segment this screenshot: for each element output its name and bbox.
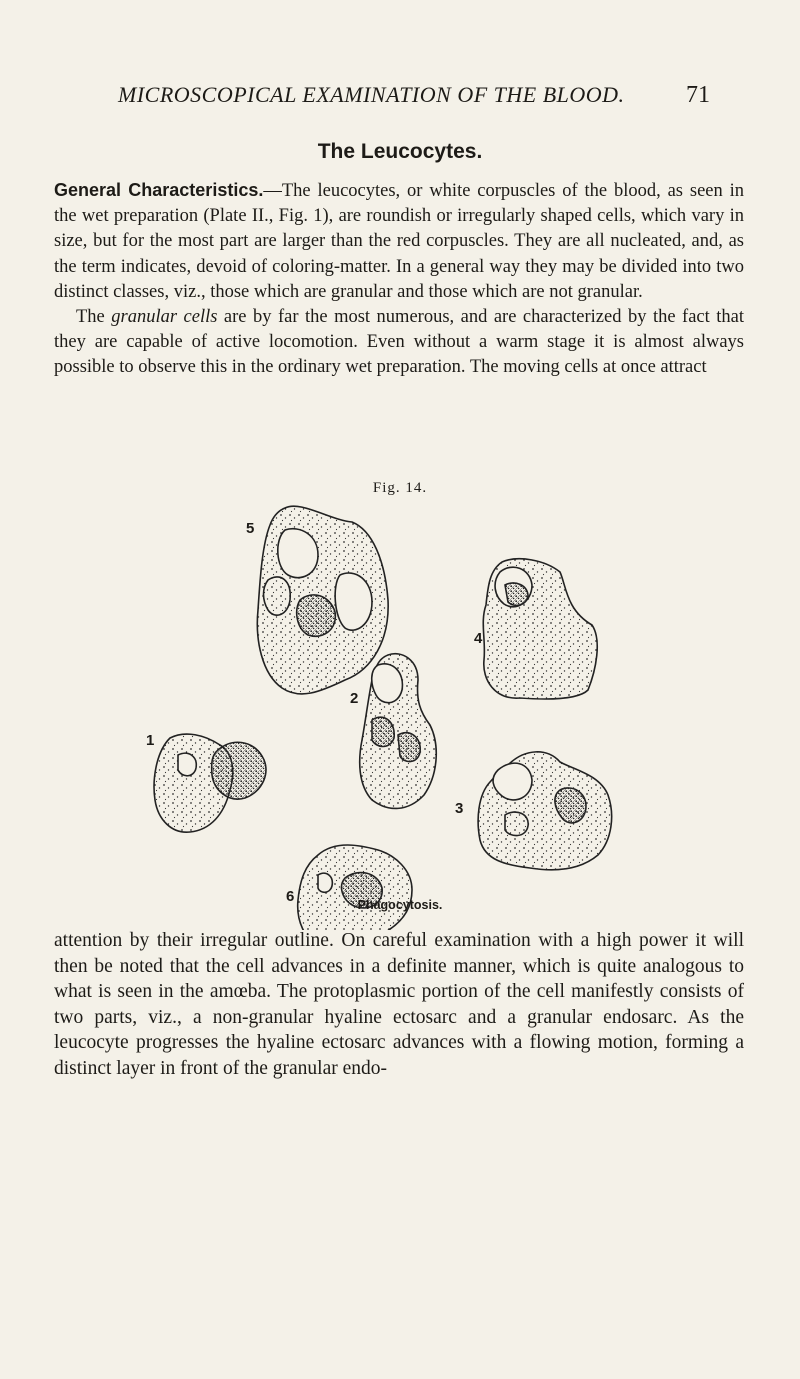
section-title: The Leucocytes.	[317, 140, 483, 163]
leucocyte-cell-2	[360, 654, 437, 809]
paragraph-text: —The leucocytes, or white corpuscles of the blood, as seen in the wet preparation (Plate II., Fig. 1), are roundish or irregularly shaped cells, which vary in size, but for the most part are larger than the red corpuscles. They are all nucleated, and, as the term indicates, devoid of coloring-matter. In a general way they may be divided into two distinct classes, viz., those which are granular and those which are not granular.	[54, 181, 745, 302]
paragraph-general-characteristics: General Characteristics.—The leucocytes, or white corpuscles of the blood, as seen in the wet preparation (Plate II., Fig. 1), are roundish or irregularly shaped cells, which vary in size, but for the most part are larger than the red corpuscles. They are all nucleated, and, as the term indicates, devoid of coloring-matter. In a general way they may be divided into two distinct classes, viz., those which are granular and those which are not granular. The granular cells are by far the most numerous, and are characterized by the fact that they are capable of active locomotion. Even without a warm stage it is almost always possible to observe this in the ordinary wet preparation. The moving cells at once attract	[54, 180, 745, 378]
cell-number-2: 2	[350, 690, 359, 707]
cell-number-1: 1	[146, 732, 155, 749]
cell-number-6: 6	[286, 888, 295, 905]
page-number: 71	[686, 82, 710, 108]
leucocyte-cell-6	[298, 845, 412, 930]
leucocyte-cell-4	[483, 559, 597, 699]
paragraph-continuation: attention by their irregular outline. On careful examination with a high power it will then be noted that the cell advances in a definite manner, which is quite analogous to what is seen in the amœba. The protoplasmic portion of the cell manifestly consists of two parts, viz., a non-granular hyaline ectosarc and a granular endosarc. As the leucocyte progresses the hyaline ectosarc advances with a flowing motion, forming a distinct layer in front of the granular endo-	[54, 930, 744, 1079]
leucocyte-cell-3	[478, 752, 612, 870]
run-in-heading: General Characteristics.	[54, 180, 264, 200]
figure-caption: Phagocytosis.	[357, 898, 443, 912]
italic-term: granular cells	[111, 307, 218, 328]
figure-label: Fig. 14.	[372, 480, 428, 496]
cell-number-5: 5	[246, 520, 255, 537]
leucocyte-cell-1	[154, 734, 266, 832]
cell-number-3: 3	[455, 800, 464, 817]
cell-number-4: 4	[474, 630, 483, 647]
running-title: MICROSCOPICAL EXAMINATION OF THE BLOOD.	[118, 82, 625, 107]
leucocyte-cell-5	[257, 506, 388, 694]
